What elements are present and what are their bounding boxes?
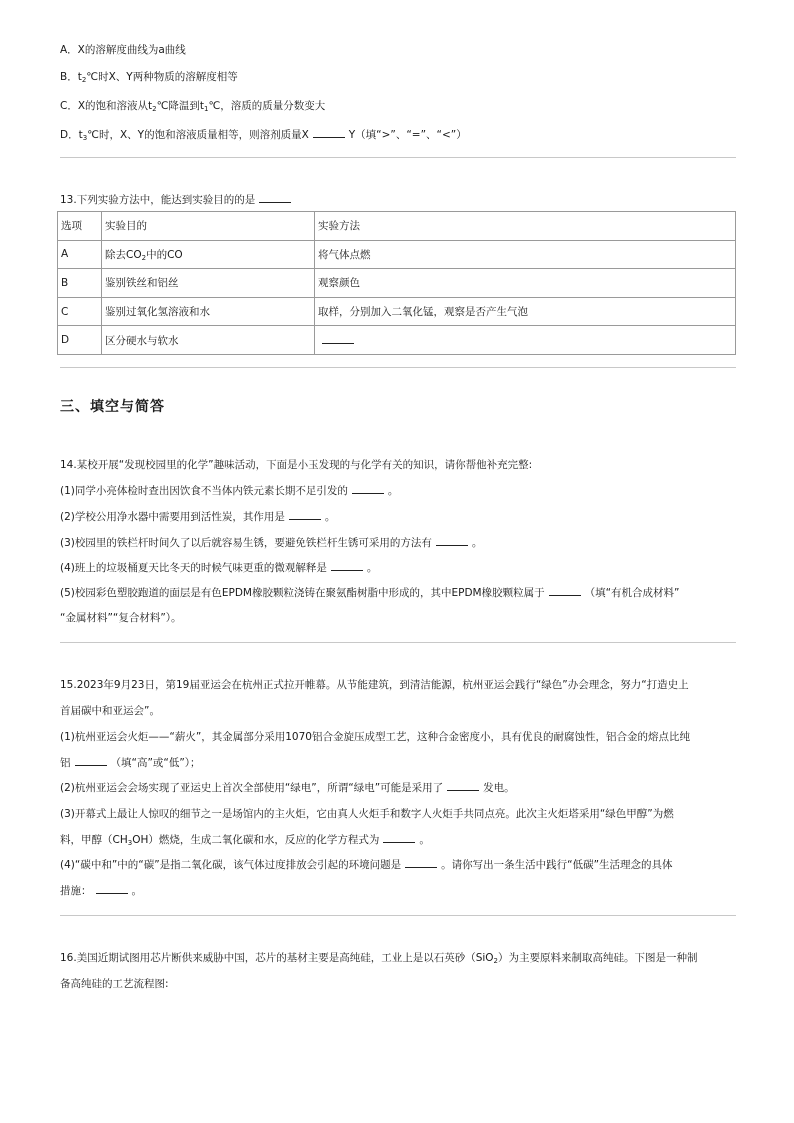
q14-part-5: (5)校园彩色塑胶跑道的面层是有色EPDM橡胶颗粒浇铸在聚氨酯树脂中形成的，其中EPDM橡胶颗粒属于 （填“有机合成材料” <box>60 587 680 599</box>
q14-part-5-cont: “金属材料”“复合材料”）。 <box>60 612 182 624</box>
q14-stem: 14.某校开展“发现校园里的化学”趣味活动，下面是小玉发现的与化学有关的知识，请你帮他补充完整: <box>60 459 533 471</box>
answer-blank[interactable] <box>331 560 363 571</box>
q14-part-4: (4)班上的垃圾桶夏天比冬天的时候气味更重的微观解释是 。 <box>60 562 378 574</box>
q15-stem-cont: 首届碳中和亚运会”。 <box>60 705 160 717</box>
q13-stem: 13.下列实验方法中，能达到实验目的的是 <box>60 192 295 208</box>
answer-blank[interactable] <box>352 483 384 494</box>
table-cell: 鉴别过氧化氢溶液和水 <box>102 297 315 326</box>
answer-blank[interactable] <box>405 857 437 868</box>
divider <box>60 157 736 158</box>
answer-blank[interactable] <box>383 832 415 843</box>
q14-part-2: (2)学校公用净水器中需要用到活性炭，其作用是 。 <box>60 511 336 523</box>
table-header-cell: 实验目的 <box>102 212 315 241</box>
q12-option-b: B．$t_2℃$时X、Y两种物质的溶解度相等 <box>60 71 238 84</box>
divider <box>60 915 736 916</box>
q15-part-4-cont: 措施： 。 <box>60 885 142 897</box>
table-cell <box>315 326 736 355</box>
answer-blank[interactable] <box>96 883 128 894</box>
q15-part-1-cont: 铝 （填“高”或“低”）； <box>60 757 201 769</box>
q15-part-3: (3)开幕式上最让人惊叹的细节之一是场馆内的主火炬，它由真人火炬手和数字人火炬手共同点亮。此次主火炬塔采用“绿色甲醇”为燃 <box>60 808 674 820</box>
table-cell: B <box>58 269 102 298</box>
divider <box>60 642 736 643</box>
section-heading: 三、填空与简答 <box>60 399 165 415</box>
table-cell: C <box>58 297 102 326</box>
q13-table <box>57 211 736 355</box>
q15-part-4: (4)“碳中和”中的“碳”是指二氧化碳，该气体过度排放会引起的环境问题是 。请你写出一条生活中践行“低碳”生活理念的具体 <box>60 859 673 871</box>
q14-part-3: (3)校园里的铁栏杆时间久了以后就容易生锈，要避免铁栏杆生锈可采用的方法有 。 <box>60 537 483 549</box>
table-row <box>58 326 736 355</box>
q15-part-3-cont: 料，甲醇$(CH_3OH)$燃烧，生成二氧化碳和水，反应的化学方程式为 。 <box>60 834 430 847</box>
q16-stem: 16.美国近期试图用芯片断供来威胁中国，芯片的基材主要是高纯硅，工业上是以石英砂（SiO$_2$）为主要原料来制取高纯硅。下图是一种制 <box>60 952 698 965</box>
q14-part-1: (1)同学小亮体检时查出因饮食不当体内铁元素长期不足引发的 。 <box>60 485 399 497</box>
answer-blank[interactable] <box>75 755 107 766</box>
table-cell: 鉴别铁丝和铝丝 <box>102 269 315 298</box>
table-row <box>58 297 736 326</box>
answer-blank[interactable] <box>447 780 479 791</box>
table-cell: A <box>58 240 102 269</box>
q12-option-c: C．X的饱和溶液从$t_2℃$降温到$t_1℃$，溶质的质量分数变大 <box>60 100 326 113</box>
divider <box>60 367 736 368</box>
q15-part-1: (1)杭州亚运会火炬——“薪火”，其金属部分采用1070铝合金旋压成型工艺，这种合金密度小，具有优良的耐腐蚀性，铝合金的熔点比纯 <box>60 731 690 743</box>
q16-stem-cont: 备高纯硅的工艺流程图: <box>60 978 169 990</box>
table-cell: 取样，分别加入二氧化锰，观察是否产生气泡 <box>315 297 736 326</box>
table-header-row <box>58 212 736 241</box>
table-cell: 区分硬水与软水 <box>102 326 315 355</box>
table-cell: 将气体点燃 <box>315 240 736 269</box>
table-cell: 除去$CO_2$中的CO <box>102 240 315 269</box>
answer-blank[interactable] <box>322 333 354 344</box>
answer-blank[interactable] <box>436 535 468 546</box>
table-row <box>58 269 736 298</box>
table-cell: 观察颜色 <box>315 269 736 298</box>
q12-option-a: A．X的溶解度曲线为a曲线 <box>60 44 186 56</box>
q12-option-d: D．$t_3℃$时，X、Y的饱和溶液质量相等，则溶剂质量X Y（填“>”、“=”、“<”） <box>60 129 467 142</box>
answer-blank[interactable] <box>289 509 321 520</box>
q15-stem: 15.2023年9月23日，第19届亚运会在杭州正式拉开帷幕。从节能建筑，到清洁能源，杭州亚运会践行“绿色”办会理念，努力“打造史上 <box>60 679 689 691</box>
table-cell: D <box>58 326 102 355</box>
table-header-cell: 实验方法 <box>315 212 736 241</box>
table-row <box>58 240 736 269</box>
answer-blank[interactable] <box>259 192 291 203</box>
answer-blank[interactable] <box>549 585 581 596</box>
answer-blank[interactable] <box>313 127 345 138</box>
q15-part-2: (2)杭州亚运会会场实现了亚运史上首次全部使用“绿电”，所谓“绿电”可能是采用了 发电。 <box>60 782 515 794</box>
table-header-cell: 选项 <box>58 212 102 241</box>
